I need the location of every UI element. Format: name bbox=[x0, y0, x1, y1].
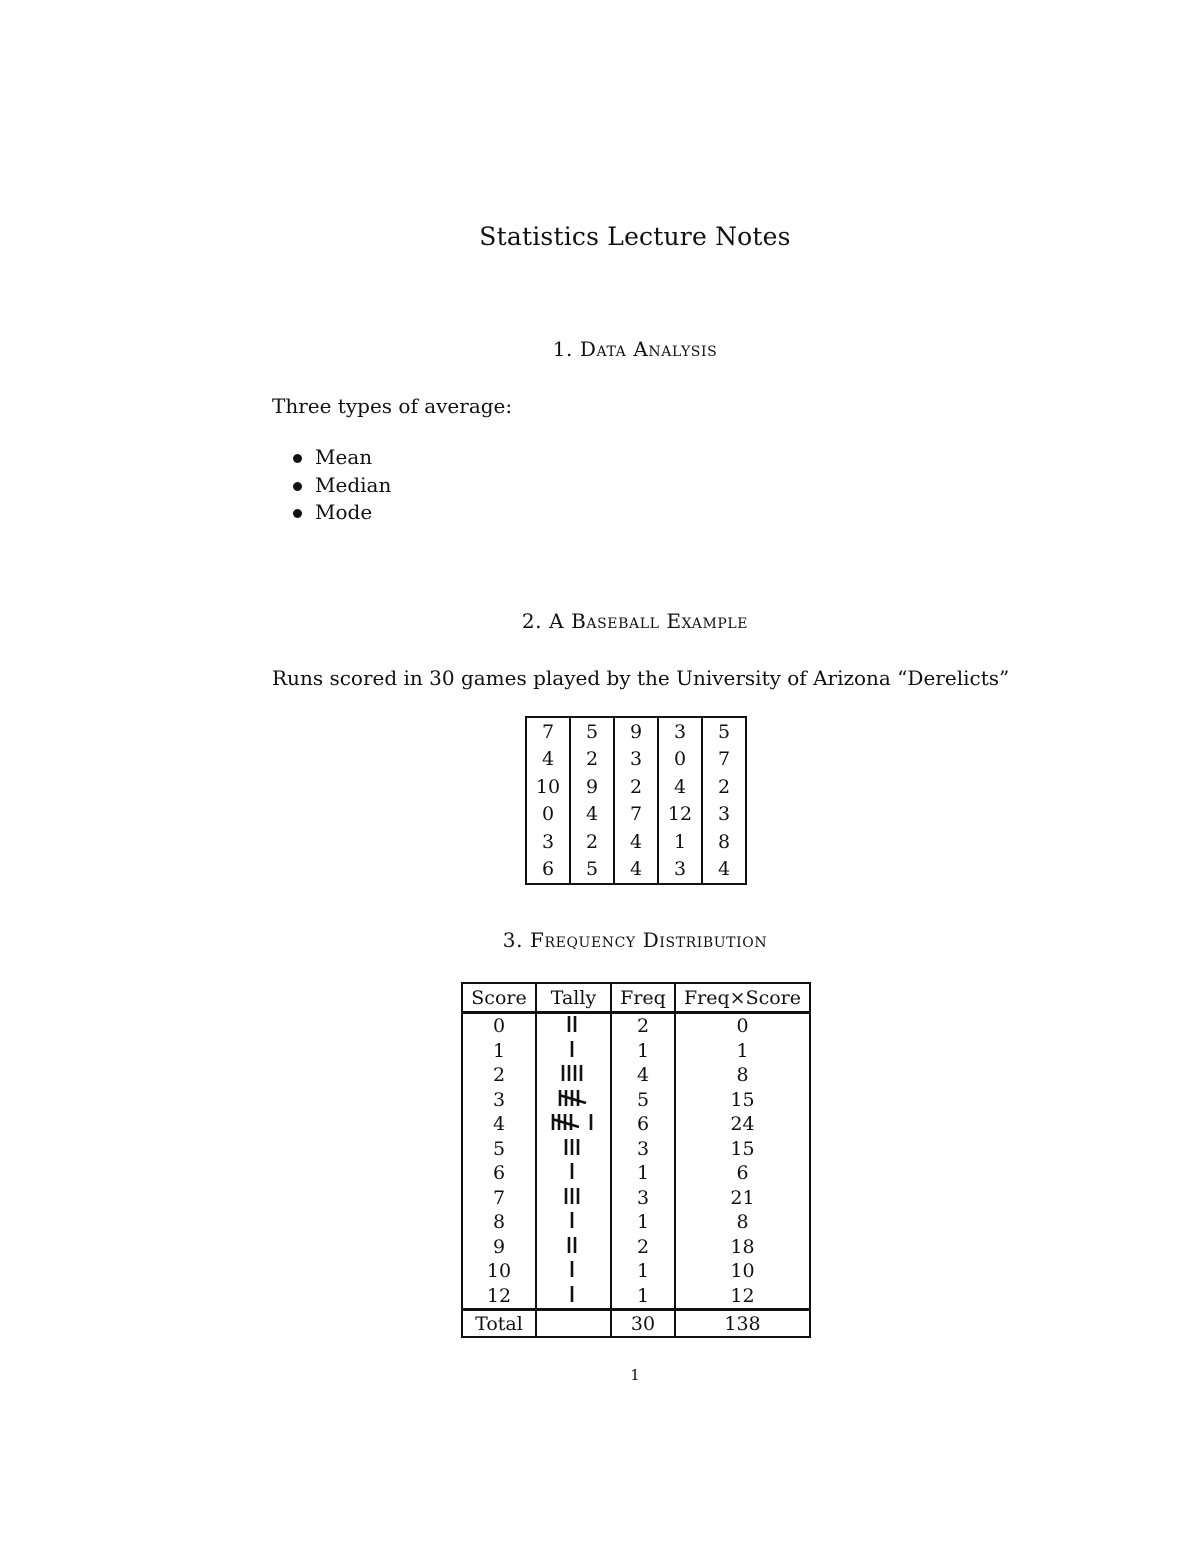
list-item-label: Median bbox=[315, 472, 392, 497]
table-row bbox=[462, 1235, 810, 1260]
table-cell: 4 bbox=[658, 773, 702, 801]
total-freq: 30 bbox=[611, 1310, 675, 1338]
table-cell: 4 bbox=[541, 748, 555, 771]
table-header-row bbox=[462, 983, 810, 1013]
section-heading-data-analysis: 1. Data Analysis bbox=[552, 337, 718, 361]
freq-cell: 1 bbox=[611, 1259, 675, 1284]
freq-cell: 2 bbox=[611, 1013, 675, 1039]
tally-marks-icon bbox=[558, 1089, 590, 1107]
freq-times-score-cell: 1 bbox=[675, 1039, 810, 1064]
freq-cell: 3 bbox=[611, 1137, 675, 1162]
table-row bbox=[462, 1161, 810, 1186]
table-cell: 9 bbox=[570, 773, 614, 801]
freq-cell: 1 bbox=[611, 1161, 675, 1186]
runs-table-body bbox=[526, 717, 746, 884]
freq-cell: 5 bbox=[611, 1088, 675, 1113]
freq-cell: 3 bbox=[611, 1186, 675, 1211]
tally-marks-icon bbox=[570, 1285, 578, 1303]
table-row bbox=[462, 1088, 810, 1113]
table-cell: 4 bbox=[702, 856, 746, 885]
table-cell: 0 bbox=[541, 803, 555, 826]
freq-cell: 1 bbox=[611, 1284, 675, 1310]
table-cell: 12 bbox=[658, 801, 702, 829]
score-cell: 1 bbox=[492, 1039, 506, 1062]
tally-cell bbox=[536, 1137, 611, 1162]
tally-cell bbox=[536, 1235, 611, 1260]
tally-marks bbox=[570, 1161, 578, 1181]
score-cell: 3 bbox=[492, 1088, 506, 1111]
score-cell: 0 bbox=[492, 1015, 506, 1038]
tally-marks-icon bbox=[570, 1211, 578, 1229]
table-row bbox=[526, 717, 746, 746]
tally-marks-icon bbox=[570, 1040, 578, 1058]
table-cell: 5 bbox=[702, 717, 746, 746]
table-row bbox=[462, 1063, 810, 1088]
list-item bbox=[293, 472, 391, 500]
tally-marks-icon bbox=[564, 1138, 584, 1156]
column-header-freq-times-score: Freq×Score bbox=[675, 983, 810, 1013]
table-total-row bbox=[462, 1310, 810, 1338]
list-item-label: Mean bbox=[315, 445, 373, 469]
section-heading-baseball-example: 2. A Baseball Example bbox=[521, 609, 749, 633]
table-cell: 2 bbox=[702, 773, 746, 801]
tally-marks bbox=[570, 1210, 578, 1230]
freq-times-score-cell: 24 bbox=[675, 1112, 810, 1137]
tally-marks-icon bbox=[570, 1162, 578, 1180]
runs-table bbox=[525, 716, 747, 885]
freq-times-score-cell: 18 bbox=[675, 1235, 810, 1260]
freq-cell: 4 bbox=[611, 1063, 675, 1088]
column-header-freq: Freq bbox=[611, 983, 675, 1013]
tally-cell bbox=[536, 1063, 611, 1088]
tally-cell bbox=[536, 1088, 611, 1113]
table-cell: 7 bbox=[541, 720, 555, 743]
tally-marks bbox=[564, 1186, 584, 1206]
list-item-label: Mode bbox=[315, 500, 373, 524]
tally-marks bbox=[567, 1235, 581, 1255]
score-cell: 10 bbox=[486, 1260, 512, 1283]
frequency-table bbox=[461, 982, 811, 1338]
table-row bbox=[526, 746, 746, 774]
freq-times-score-cell: 8 bbox=[675, 1210, 810, 1235]
tally-cell bbox=[536, 1210, 611, 1235]
table-cell: 2 bbox=[614, 773, 658, 801]
table-row bbox=[526, 828, 746, 856]
score-cell: 9 bbox=[492, 1235, 506, 1258]
tally-cell bbox=[536, 1161, 611, 1186]
tally-marks bbox=[570, 1284, 578, 1304]
table-cell: 9 bbox=[614, 717, 658, 746]
tally-cell bbox=[536, 1284, 611, 1310]
freq-times-score-cell: 12 bbox=[675, 1284, 810, 1310]
total-tally bbox=[536, 1310, 611, 1338]
tally-marks-icon bbox=[570, 1260, 578, 1278]
tally-marks bbox=[564, 1137, 584, 1157]
tally-marks bbox=[570, 1039, 578, 1059]
table-cell: 10 bbox=[535, 775, 561, 798]
table-cell: 0 bbox=[658, 746, 702, 774]
score-cell: 12 bbox=[486, 1284, 512, 1307]
table-row bbox=[462, 1013, 810, 1039]
table-cell: 3 bbox=[541, 830, 555, 853]
table-row bbox=[462, 1137, 810, 1162]
table-row bbox=[462, 1210, 810, 1235]
tally-cell bbox=[536, 1186, 611, 1211]
tally-marks bbox=[570, 1259, 578, 1279]
tally-cell bbox=[536, 1013, 611, 1039]
table-cell: 3 bbox=[702, 801, 746, 829]
score-cell: 5 bbox=[492, 1137, 506, 1160]
score-cell: 7 bbox=[492, 1186, 506, 1209]
frequency-table-body bbox=[462, 1013, 810, 1310]
freq-times-score-cell: 21 bbox=[675, 1186, 810, 1211]
tally-marks bbox=[551, 1112, 597, 1132]
freq-cell: 2 bbox=[611, 1235, 675, 1260]
table-cell: 4 bbox=[570, 801, 614, 829]
list-item bbox=[293, 444, 391, 472]
table-row bbox=[526, 773, 746, 801]
score-cell: 6 bbox=[492, 1162, 506, 1185]
freq-times-score-cell: 15 bbox=[675, 1088, 810, 1113]
score-cell: 4 bbox=[492, 1113, 506, 1136]
table-row bbox=[462, 1259, 810, 1284]
tally-marks-icon bbox=[561, 1064, 587, 1082]
tally-marks bbox=[561, 1063, 587, 1083]
table-cell: 8 bbox=[702, 828, 746, 856]
bullet-icon bbox=[293, 482, 302, 491]
table-cell: 1 bbox=[658, 828, 702, 856]
table-cell: 5 bbox=[570, 717, 614, 746]
column-header-score: Score bbox=[462, 983, 536, 1013]
column-header-tally: Tally bbox=[536, 983, 611, 1013]
freq-times-score-cell: 15 bbox=[675, 1137, 810, 1162]
table-row bbox=[526, 856, 746, 885]
table-row bbox=[462, 1112, 810, 1137]
table-row bbox=[526, 801, 746, 829]
tally-marks-icon bbox=[567, 1015, 581, 1033]
table-cell: 7 bbox=[702, 746, 746, 774]
bullet-icon bbox=[293, 454, 302, 463]
freq-times-score-cell: 6 bbox=[675, 1161, 810, 1186]
score-cell: 2 bbox=[492, 1064, 506, 1087]
tally-cell bbox=[536, 1112, 611, 1137]
page-number: 1 bbox=[630, 1366, 640, 1384]
table-cell: 2 bbox=[570, 746, 614, 774]
averages-list bbox=[293, 444, 391, 527]
freq-times-score-cell: 8 bbox=[675, 1063, 810, 1088]
table-cell: 3 bbox=[614, 746, 658, 774]
section-heading-frequency-distribution: 3. Frequency Distribution bbox=[502, 928, 768, 952]
table-cell: 4 bbox=[614, 856, 658, 885]
document-title: Statistics Lecture Notes bbox=[479, 222, 791, 251]
runs-intro: Runs scored in 30 games played by the University of Arizona “Derelicts” bbox=[272, 666, 1010, 690]
table-row bbox=[462, 1284, 810, 1310]
table-cell: 6 bbox=[541, 858, 555, 881]
table-cell: 3 bbox=[658, 856, 702, 885]
total-label: Total bbox=[462, 1310, 536, 1338]
table-row bbox=[462, 1186, 810, 1211]
tally-cell bbox=[536, 1039, 611, 1064]
freq-times-score-cell: 10 bbox=[675, 1259, 810, 1284]
freq-cell: 6 bbox=[611, 1112, 675, 1137]
tally-marks-icon bbox=[567, 1236, 581, 1254]
bullet-icon bbox=[293, 509, 302, 518]
table-cell: 7 bbox=[614, 801, 658, 829]
score-cell: 8 bbox=[492, 1211, 506, 1234]
tally-marks-icon bbox=[551, 1113, 597, 1131]
tally-marks bbox=[558, 1088, 590, 1108]
total-freq-times-score: 138 bbox=[675, 1310, 810, 1338]
freq-times-score-cell: 0 bbox=[675, 1013, 810, 1039]
table-row bbox=[462, 1039, 810, 1064]
table-cell: 2 bbox=[570, 828, 614, 856]
freq-cell: 1 bbox=[611, 1210, 675, 1235]
table-cell: 5 bbox=[570, 856, 614, 885]
table-cell: 3 bbox=[658, 717, 702, 746]
freq-cell: 1 bbox=[611, 1039, 675, 1064]
averages-intro: Three types of average: bbox=[272, 394, 513, 418]
tally-cell bbox=[536, 1259, 611, 1284]
list-item bbox=[293, 499, 391, 527]
tally-marks bbox=[567, 1014, 581, 1034]
table-cell: 4 bbox=[614, 828, 658, 856]
tally-marks-icon bbox=[564, 1187, 584, 1205]
